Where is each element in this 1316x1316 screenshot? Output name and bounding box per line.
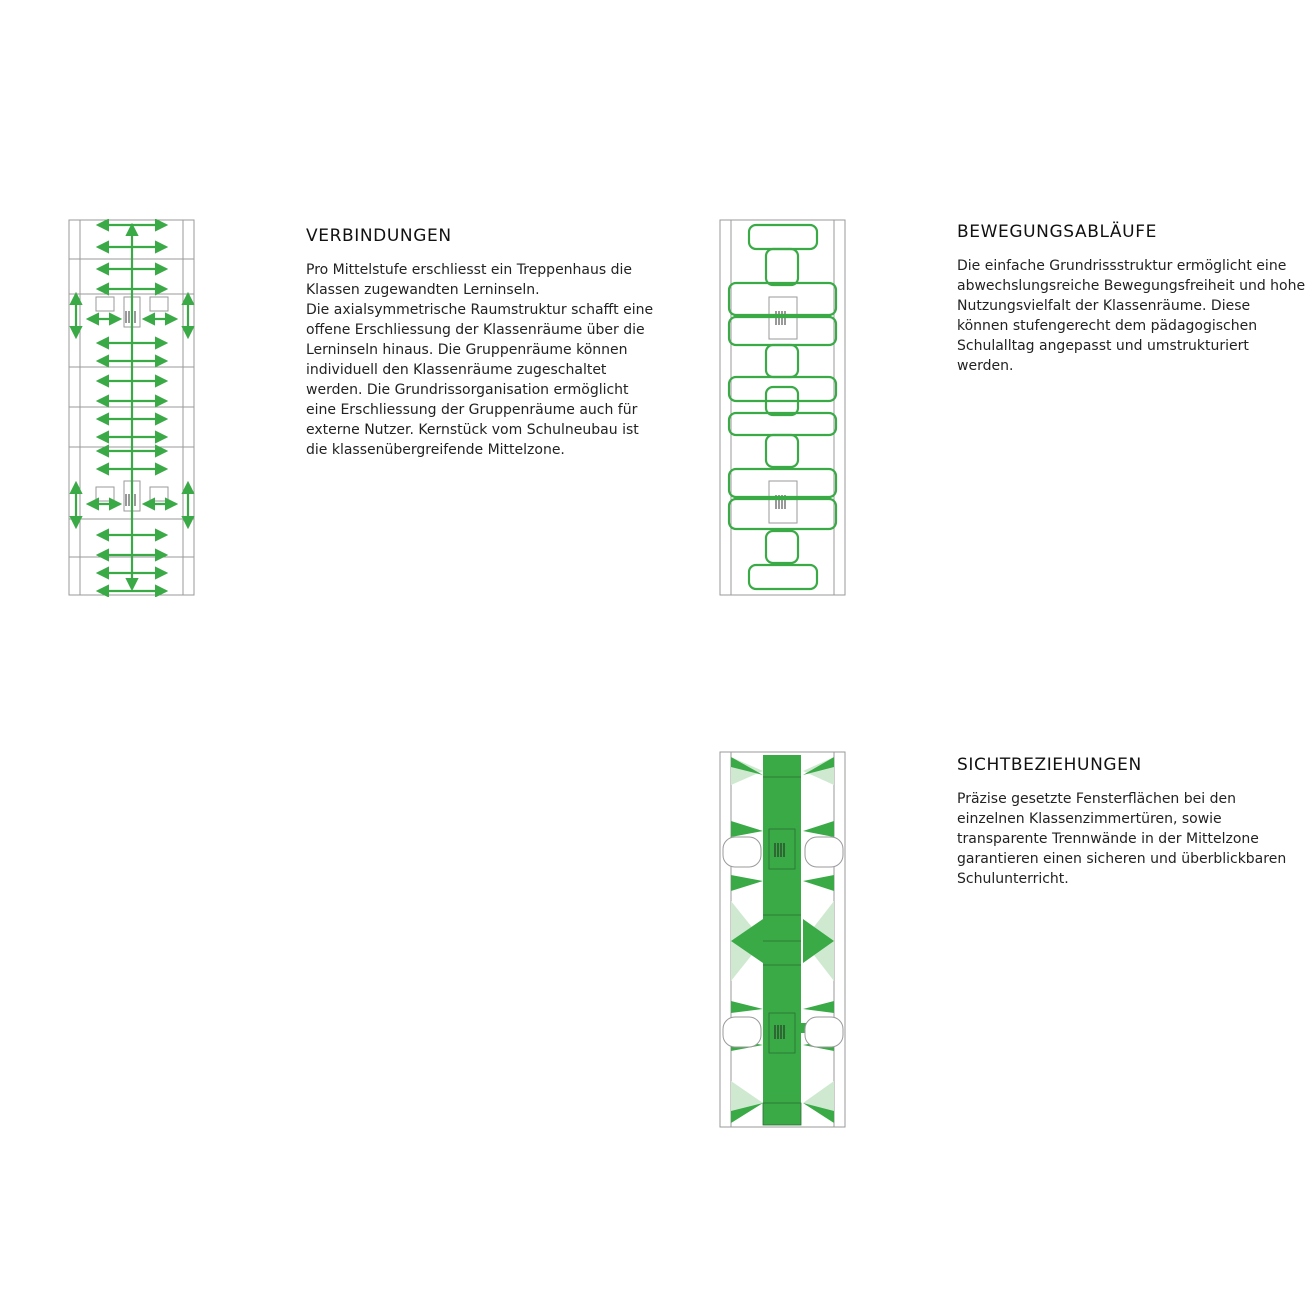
description-line: garantieren einen sicheren und überblickbaren	[957, 851, 1287, 867]
description-line: abwechslungsreiche Bewegungsfreiheit und hohe	[957, 278, 1306, 294]
description-line: eine Erschliessung der Gruppenräume auch für	[306, 402, 638, 418]
description-line: transparente Trennwände in der Mittelzone	[957, 831, 1259, 847]
bewegungsablaeufe-section	[957, 222, 1312, 376]
description-line: Schulunterricht.	[957, 871, 1069, 887]
description-line: Lerninseln hinaus. Die Gruppenräume können	[306, 342, 628, 358]
sichtbeziehungen-section	[957, 755, 1312, 889]
description-line: können stufengerecht dem pädagogischen	[957, 318, 1258, 334]
description-line: Die einfache Grundrissstruktur ermöglicht eine	[957, 258, 1287, 274]
description-line: Die axialsymmetrische Raumstruktur schafft eine	[306, 302, 654, 318]
verbindungen-section	[306, 226, 666, 460]
description-line: einzelnen Klassenzimmertüren, sowie	[957, 811, 1222, 827]
description-line: offene Erschliessung der Klassenräume über die	[306, 322, 645, 338]
section-description	[957, 789, 1312, 889]
description-line: Klassen zugewandten Lerninseln.	[306, 282, 540, 298]
staircase-icon	[776, 311, 785, 509]
sichtbeziehungen-floor-plan	[719, 751, 847, 1129]
description-line: Präzise gesetzte Fensterflächen bei den	[957, 791, 1236, 807]
description-line: Pro Mittelstufe erschliesst ein Treppenhaus die	[306, 262, 633, 278]
sightline-wedges	[731, 755, 834, 1125]
description-line: individuell den Klassenräume zugeschaltet	[306, 362, 607, 378]
description-line: werden.	[957, 358, 1014, 374]
description-line: externe Nutzer. Kernstück vom Schulneubau ist	[306, 422, 639, 438]
description-line: Schulalltag angepasst und umstrukturiert	[957, 338, 1249, 354]
bewegungsablaeufe-floor-plan	[719, 219, 847, 597]
section-title: VERBINDUNGEN	[306, 226, 452, 246]
description-line: werden. Die Grundrissorganisation ermöglicht	[306, 382, 629, 398]
description-line: die klassenübergreifende Mittelzone.	[306, 442, 565, 458]
connection-arrows	[76, 225, 188, 591]
verbindungen-floor-plan	[68, 219, 196, 597]
section-description	[957, 256, 1312, 376]
description-line: Nutzungsvielfalt der Klassenräume. Diese	[957, 298, 1251, 314]
section-title: BEWEGUNGSABLÄUFE	[957, 222, 1157, 242]
movement-loops	[729, 225, 836, 589]
plan-outline	[720, 220, 845, 595]
staircase-icon	[126, 311, 135, 506]
section-title: SICHTBEZIEHUNGEN	[957, 755, 1142, 775]
section-description	[306, 260, 666, 460]
